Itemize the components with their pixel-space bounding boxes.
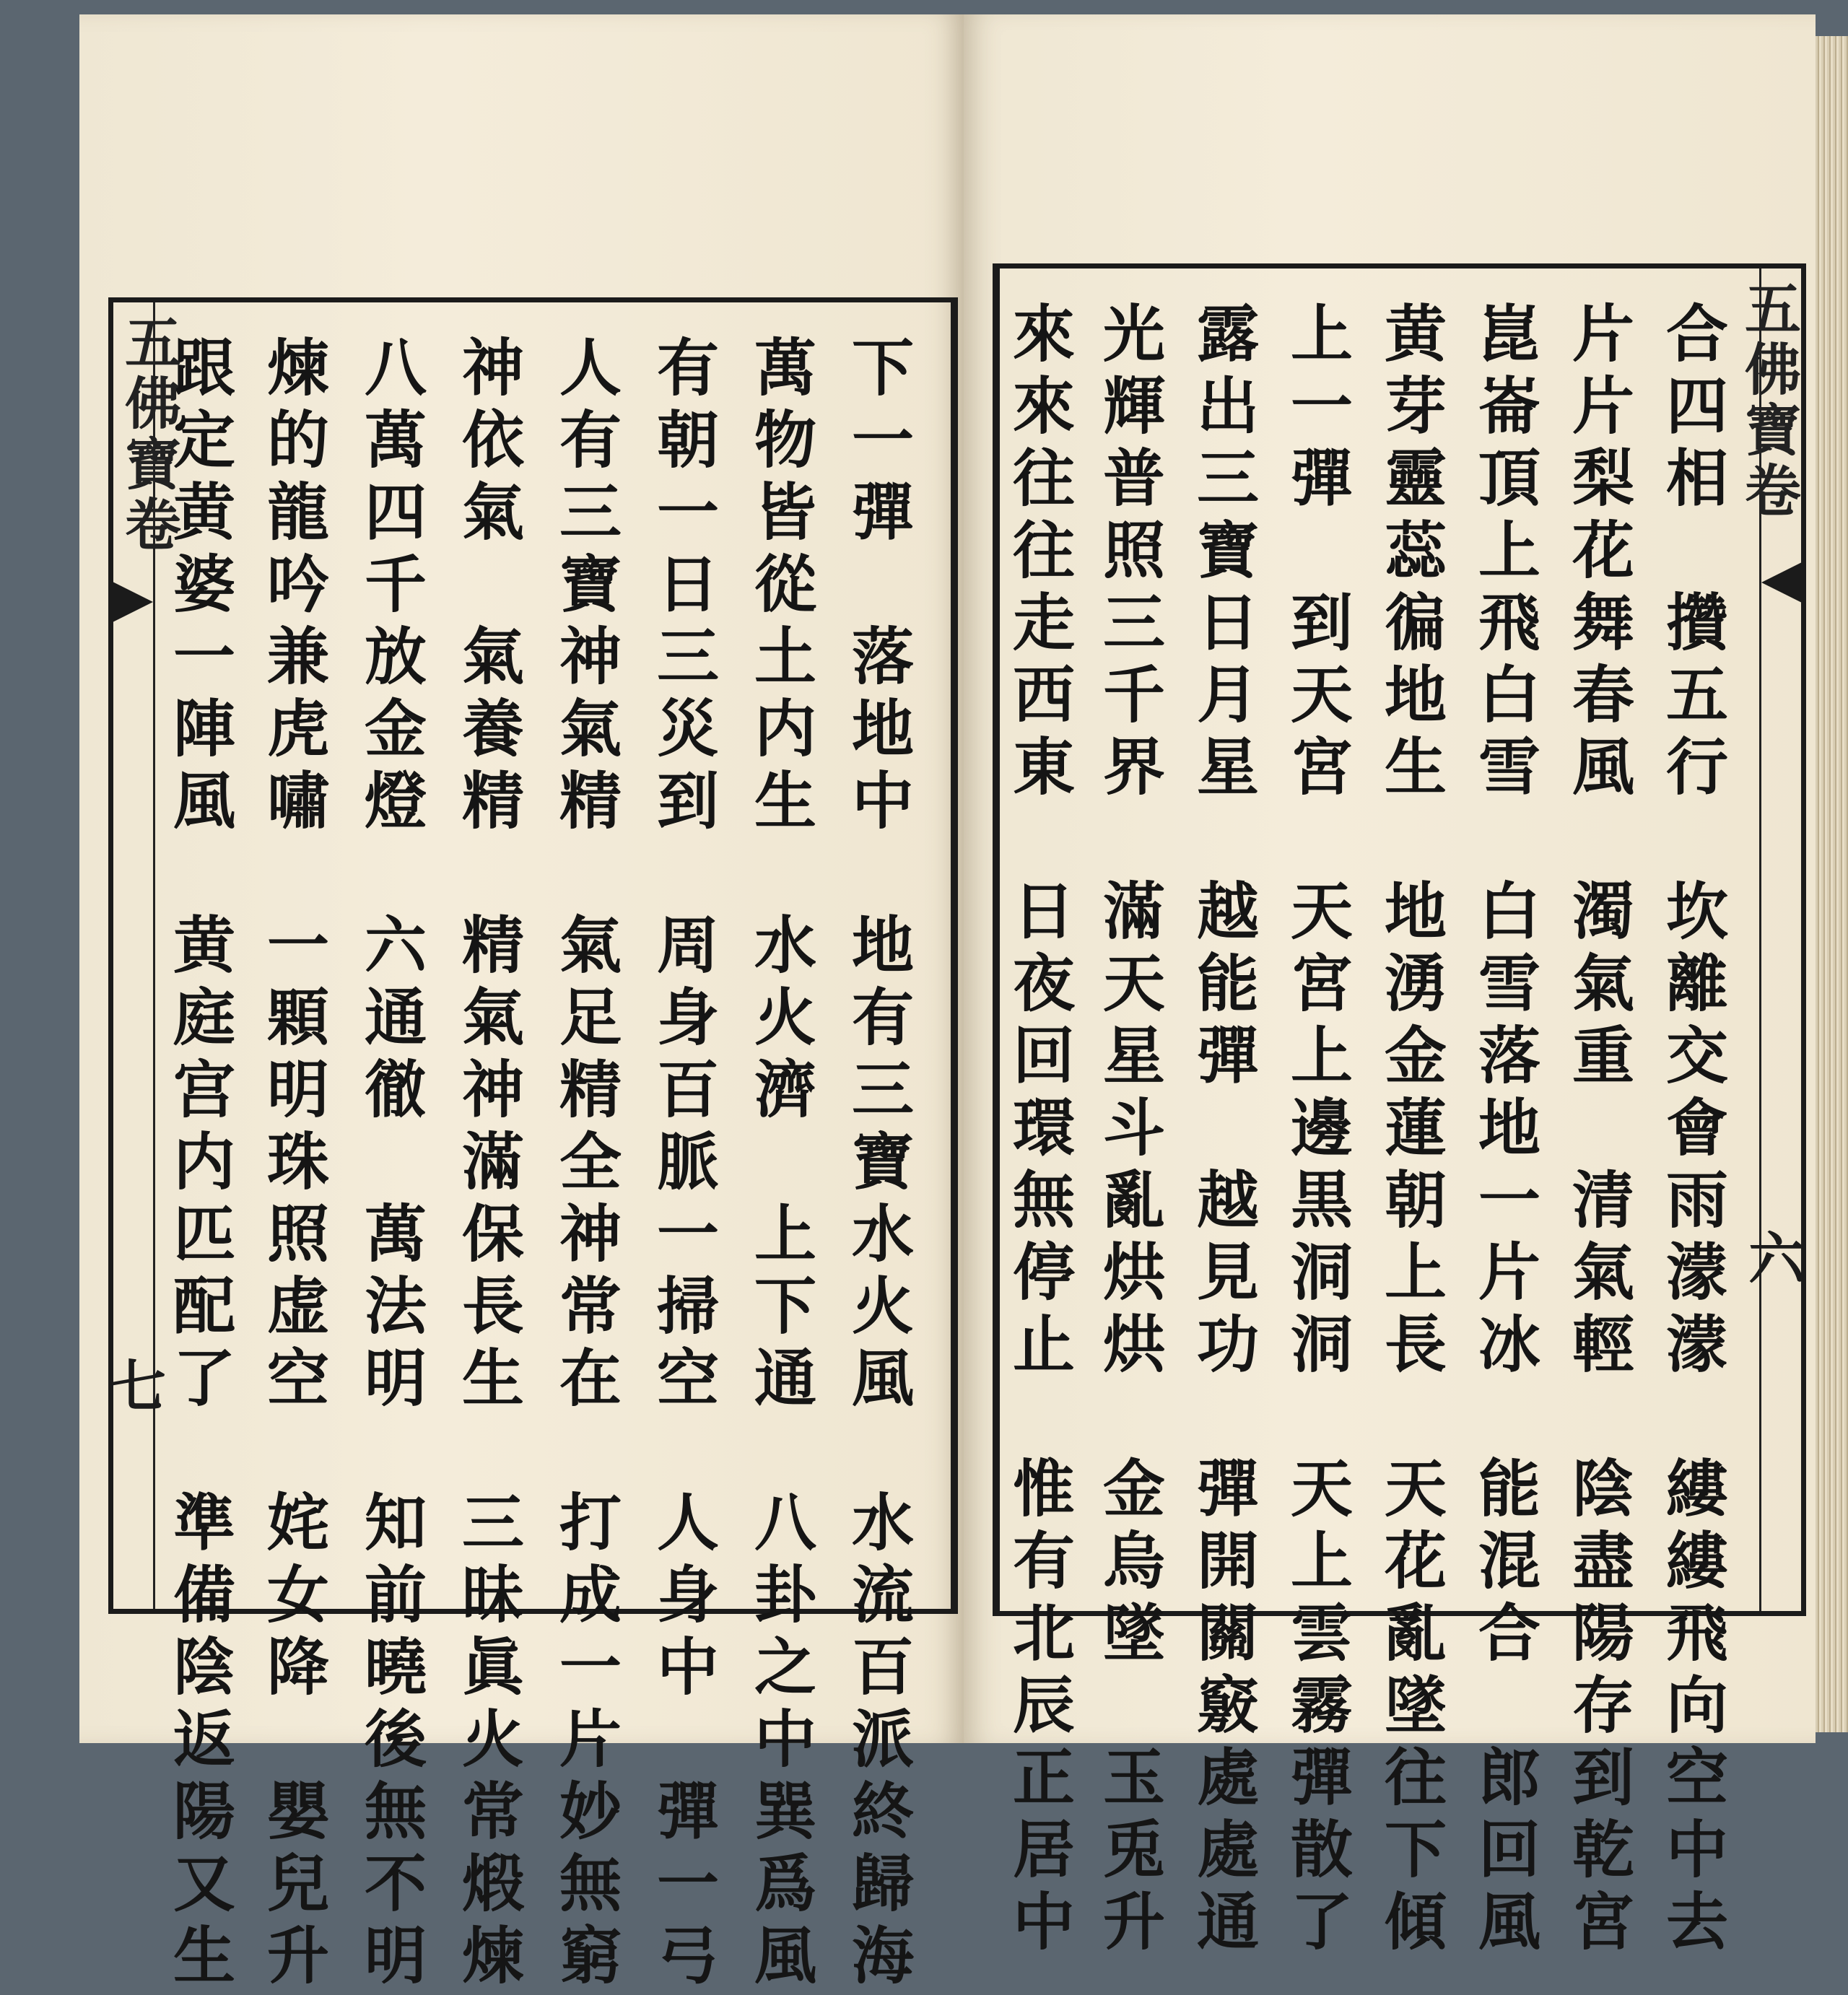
margin-book-title: 五佛寶卷 bbox=[1735, 279, 1801, 522]
margin-book-title: 五佛寶卷 bbox=[116, 313, 181, 556]
text-column: 萬物皆從土内生 水火濟 上下通 八卦之中巽爲風 bbox=[744, 335, 816, 1995]
text-column: 光輝普照三千界 滿天星斗亂烘烘 金烏墜 玉兎升 bbox=[1092, 301, 1165, 1961]
right-text-frame bbox=[993, 263, 1806, 1961]
open-book bbox=[51, 14, 1812, 1995]
text-column: 下一彈 落地中 地有三寶水火風 水流百派終歸海 bbox=[841, 335, 914, 1995]
right-folio-number: 六 bbox=[1748, 1226, 1805, 1292]
left-text-frame bbox=[108, 297, 958, 1995]
text-column: 跟定黄婆一陣風 黄庭宫内匹配了 準備陰返陽又生 bbox=[162, 335, 235, 1995]
left-folio-number: 七 bbox=[110, 1354, 167, 1420]
fishtail-mark bbox=[1761, 561, 1805, 604]
text-column: 人有三寶神氣精 氣足精全神常在 打成一片妙無窮 bbox=[549, 335, 622, 1995]
text-column: 八萬四千放金燈 六通徹 萬法明 知前曉後無不明 bbox=[354, 335, 427, 1995]
text-column: 來來往往走西東 日夜回環無停止 惟有北辰正居中 bbox=[1002, 301, 1075, 1961]
page-edges bbox=[1816, 36, 1848, 1732]
text-column: 露出三寶日月星 越能彈 越見功 彈開關竅處處通 bbox=[1186, 301, 1259, 1961]
text-column: 神依氣 氣養精 精氣神滿保長生 三昧眞火常煅煉 bbox=[451, 335, 524, 1995]
text-column: 煉的龍吟兼虎嘯 一顆明珠照虚空 姹女降 嬰兒升 bbox=[256, 335, 329, 1995]
fishtail-mark bbox=[110, 580, 153, 624]
text-column: 上一彈 到天宮 天宮上邊黒洞洞 天上雲霧彈散了 bbox=[1280, 301, 1353, 1961]
text-column: 有朝一日三災到 周身百脈一掃空 人身中 彈一弓 bbox=[646, 335, 719, 1995]
text-column: 崑崙頂上飛白雪 白雪落地一片冰 能混合 郎回風 bbox=[1468, 301, 1540, 1961]
text-column: 黄芽靈蕊徧地生 地湧金蓮朝上長 天花亂墜往下傾 bbox=[1374, 301, 1447, 1961]
text-column: 片片梨花舞春風 濁氣重 清氣輕 陰盡陽存到乾宮 bbox=[1561, 301, 1634, 1961]
text-column: 合四相 攢五行 坎離交會雨濛濛 縷縷飛向空中去 bbox=[1655, 301, 1728, 1961]
